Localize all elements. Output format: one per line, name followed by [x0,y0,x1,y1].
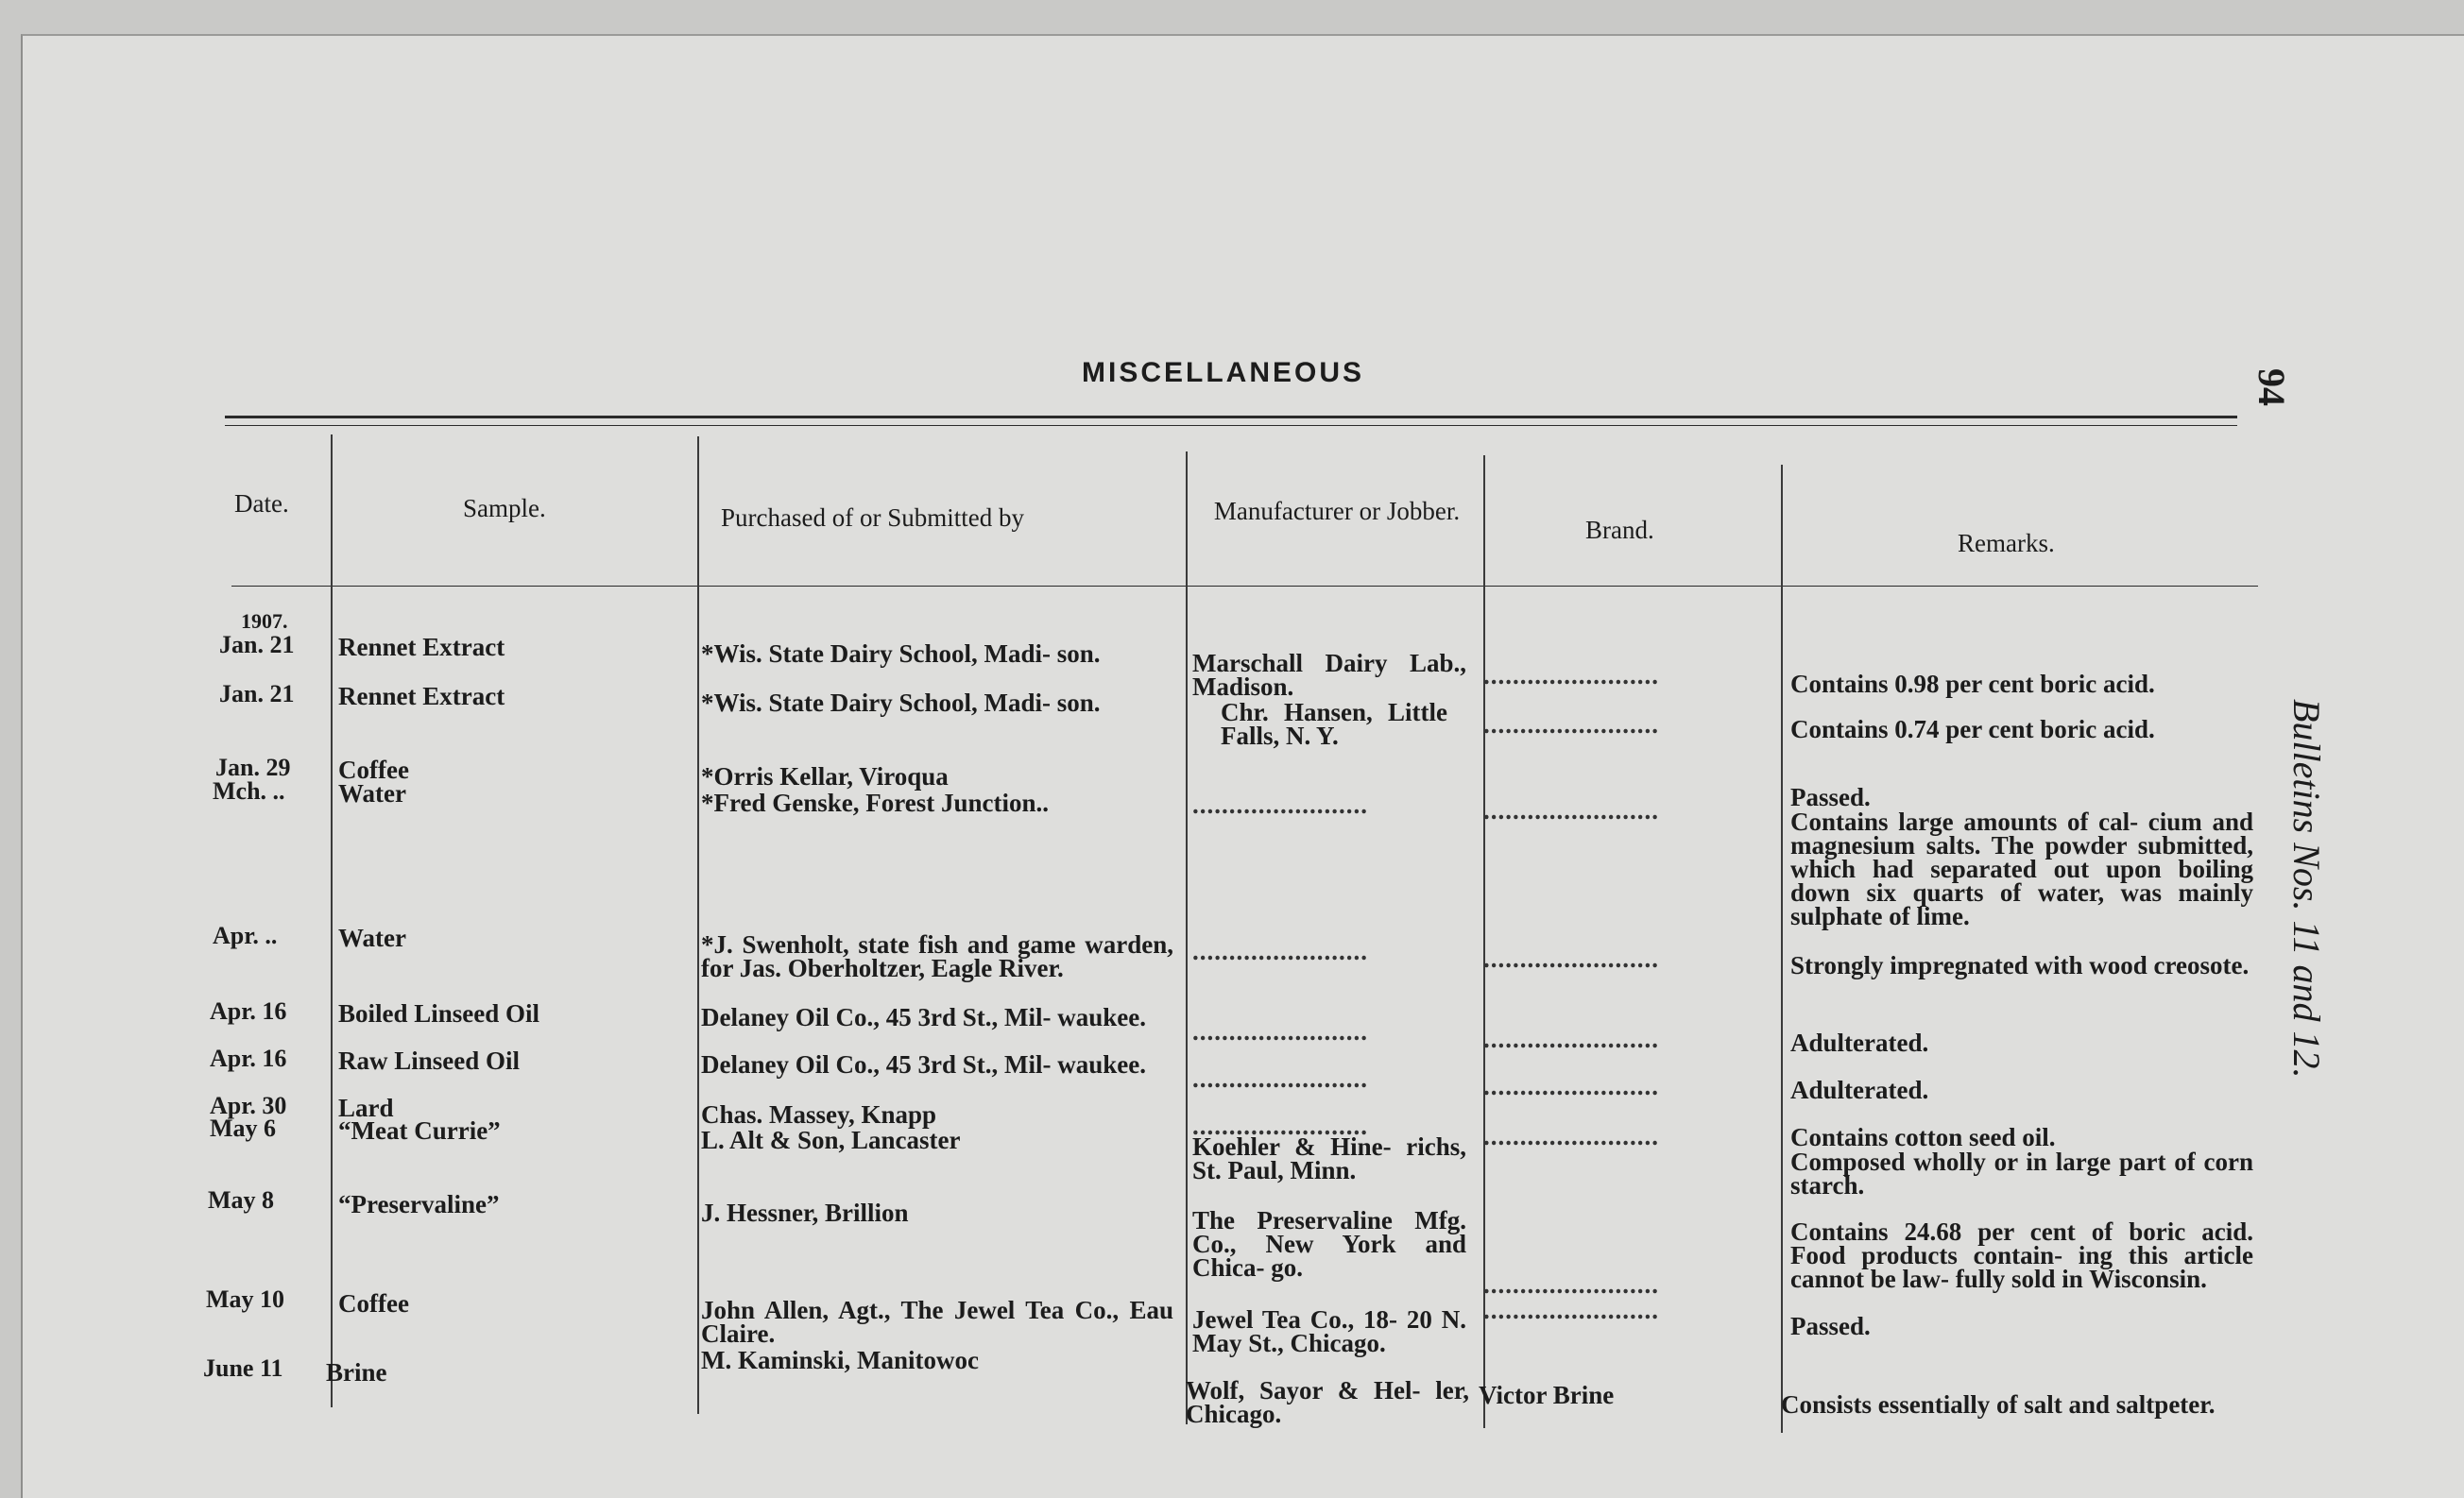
row-sample: Rennet Extract [338,682,505,710]
row-sample: “Preservaline” [338,1190,500,1218]
row-sample: Raw Linseed Oil [338,1047,521,1075]
row-purchased: *Wis. State Dairy School, Madi- son. [701,689,1101,717]
row-remarks: Contains 24.68 per cent of boric acid. Food products contain- ing this article cannot be law- fully sold in Wisconsin. [1790,1217,2253,1293]
column-divider [331,434,333,1407]
page-title: MISCELLANEOUS [1082,357,1365,388]
row-sample: Brine [326,1358,387,1387]
row-manufacturer: Jewel Tea Co., 18- 20 N. May St., Chicago. [1192,1305,1466,1357]
row-purchased: Chas. Massey, Knapp [701,1100,937,1129]
row-remarks: Passed. [1790,783,1871,811]
row-purchased: M. Kaminski, Manitowoc [701,1346,979,1374]
row-remarks: Contains 0.74 per cent boric acid. [1790,715,2155,743]
page-number: 94 [2250,368,2293,406]
row-brand-dots: ........................ [1483,710,1659,739]
row-purchased: L. Alt & Son, Lancaster [701,1126,961,1154]
column-divider [697,436,699,1414]
row-remarks: Consists essentially of salt and saltpeter. [1781,1390,2216,1419]
row-sample: Lard [338,1094,394,1122]
column-divider [1781,465,1783,1433]
row-purchased: *J. Swenholt, state fish and game warden, for Jas. Oberholtzer, Eagle River. [701,930,1173,982]
row-remarks: Passed. [1790,1312,1871,1340]
row-sample: Rennet Extract [338,633,505,661]
row-manufacturer-dots: ........................ [1192,1112,1368,1140]
row-brand-dots: ........................ [1483,1270,1659,1299]
row-manufacturer-dots: ........................ [1192,1017,1368,1046]
header-rule [231,586,2258,587]
row-purchased: John Allen, Agt., The Jewel Tea Co., Eau Claire. [701,1296,1173,1348]
row-date: Apr. 16 [210,1045,287,1072]
row-sample: “Meat Currie” [338,1116,501,1145]
row-purchased: *Orris Kellar, Viroqua [701,762,949,791]
row-manufacturer: Wolf, Sayor & Hel- ler, Chicago. [1186,1376,1469,1428]
row-date: Jan. 21 [219,631,295,658]
row-remarks: Adulterated. [1790,1029,1929,1057]
row-purchased: Delaney Oil Co., 45 3rd St., Mil- waukee. [701,1050,1146,1079]
row-brand-dots: ........................ [1483,1296,1659,1324]
header-purchased: Purchased of or Submitted by [721,503,1024,532]
row-remarks: Contains cotton seed oil. [1790,1123,2056,1151]
row-purchased: *Fred Genske, Forest Junction.. [701,789,1049,817]
row-date: Apr. 16 [210,997,287,1025]
header-manufacturer: Manufacturer or Jobber. [1213,497,1461,525]
row-sample: Water [338,924,406,952]
row-remarks: Composed wholly or in large part of corn starch. [1790,1148,2253,1200]
row-date: May 6 [210,1115,277,1142]
header-brand: Brand. [1585,516,1654,544]
row-manufacturer-dots: ........................ [1192,1064,1368,1093]
row-brand-dots: ........................ [1483,661,1659,689]
header-remarks: Remarks. [1958,529,2055,557]
row-manufacturer: Marschall Dairy Lab., Madison. [1192,649,1466,701]
top-rule [225,416,2237,418]
row-brand-dots: ........................ [1483,945,1659,973]
row-brand-dots: ........................ [1483,796,1659,825]
row-date: Apr. .. [213,922,278,949]
row-brand-dots: ........................ [1483,1072,1659,1100]
row-date: Jan. 21 [219,680,295,707]
row-sample: Water [338,779,406,808]
row-purchased: Delaney Oil Co., 45 3rd St., Mil- waukee. [701,1003,1146,1031]
row-remarks: Strongly impregnated with wood creosote. [1790,951,2250,979]
top-rule-thin [225,425,2237,426]
row-purchased: *Wis. State Dairy School, Madi- son. [701,639,1101,668]
row-sample: Coffee [338,756,409,784]
row-remarks: Contains large amounts of cal- cium and magnesium salts. The powder submitted, which had separated out upon boiling down six quarts of water, was mainly sulphate of lime. [1790,808,2253,930]
row-manufacturer: Koehler & Hine- richs, St. Paul, Minn. [1192,1132,1466,1184]
row-date: Apr. 30 [210,1092,287,1119]
row-sample: Coffee [338,1289,409,1318]
header-date: Date. [234,489,289,518]
row-remarks: Adulterated. [1790,1076,1929,1104]
row-date: Jan. 29 [215,754,291,781]
bulletin-caption: Bulletins Nos. 11 and 12. [2285,699,2328,1079]
row-purchased: J. Hessner, Brillion [701,1199,909,1227]
row-brand-dots: ........................ [1483,1122,1659,1150]
row-brand: Victor Brine [1479,1381,1615,1409]
row-date: Mch. .. [213,777,285,805]
row-date: May 8 [208,1186,275,1214]
row-manufacturer-dots: ........................ [1192,791,1368,819]
column-divider [1186,451,1188,1424]
row-brand-dots: ........................ [1483,1025,1659,1053]
header-sample: Sample. [463,494,546,522]
year-label: 1907. [241,609,288,633]
row-manufacturer: Chr. Hansen, Little Falls, N. Y. [1221,698,1447,750]
row-manufacturer-dots: ........................ [1192,937,1368,965]
row-date: June 11 [203,1354,283,1382]
row-sample: Boiled Linseed Oil [338,999,540,1028]
row-manufacturer: The Preservaline Mfg. Co., New York and Chica- go. [1192,1206,1466,1282]
row-date: May 10 [206,1285,285,1313]
row-remarks: Contains 0.98 per cent boric acid. [1790,670,2155,698]
